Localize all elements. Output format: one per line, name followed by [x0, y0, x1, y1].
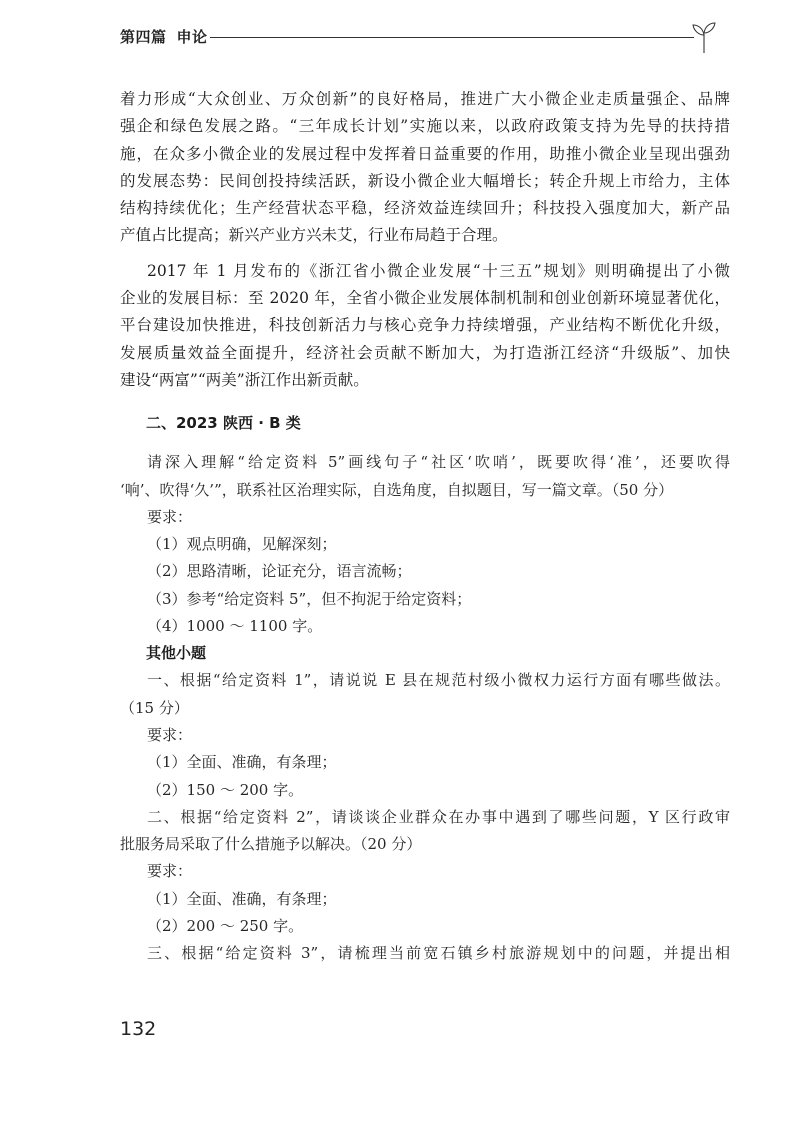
- sprout-icon: [690, 20, 718, 54]
- body-line: 着力形成“大众创业、万众创新”的良好格局，推进广大小微企业走质量强企、品牌: [120, 90, 730, 108]
- body-line: 建设“两富”“两美”浙江作出新贡献。: [120, 370, 369, 389]
- question-3: [120, 940, 730, 967]
- essay-requirement: （1）观点明确，见解深刻；: [147, 535, 337, 554]
- question-requirement: （1）全面、准确，有条理；: [147, 889, 337, 908]
- essay-requirement: （4）1000 ～ 1100 字。: [147, 617, 323, 636]
- body-line: 产值占比提高；新兴产业方兴未艾，行业布局趋于合理。: [120, 226, 508, 245]
- body-line: 施，在众多小微企业的发展过程中发挥着日益重要的作用，助推小微企业呈现出强劲: [120, 144, 730, 163]
- running-header: [120, 22, 720, 58]
- essay-requirement: （2）思路清晰，论证充分，语言流畅；: [147, 562, 412, 581]
- body-line: 发展质量效益全面提升，经济社会贡献不断加大，为打造浙江经济“升级版”、加快: [120, 343, 730, 362]
- body-line: 平台建设加快推进，科技创新活力与核心竞争力持续增强，产业结构不断优化升级，: [120, 316, 730, 335]
- question-2: [120, 804, 730, 940]
- other-questions-heading: 其他小题: [146, 644, 207, 663]
- body-line: 2017 年 1 月发布的《浙江省小微企业发展“十三五”规划》则明确提出了小微: [147, 261, 730, 280]
- question-requirement: （2）200 ～ 250 字。: [147, 917, 304, 936]
- body-paragraph-1: [120, 86, 730, 250]
- section-heading: 二、2023 陕西 · B 类: [146, 414, 301, 433]
- page-number: 132: [120, 1018, 157, 1040]
- body-paragraph-2: [120, 258, 730, 394]
- question-requirements-label: 要求：: [147, 725, 193, 744]
- question-line: （15 分）: [120, 698, 189, 717]
- body-line: 的发展态势：民间创投持续活跃，新设小微企业大幅增长；转企升规上市给力，主体: [120, 171, 730, 190]
- header-title: [120, 26, 208, 47]
- question-requirement: （2）150 ～ 200 字。: [147, 780, 304, 799]
- header-part: 第四篇: [120, 28, 167, 46]
- body-line: 结构持续优化；生产经营状态平稳，经济效益连续回升；科技投入强度加大，新产品: [120, 199, 730, 218]
- question-requirements-label: 要求：: [147, 862, 193, 881]
- page-content: [120, 86, 730, 968]
- essay-line: 请深入理解“给定资料 5”画线句子“社区‘吹哨’，既要吹得‘准’，还要吹得: [147, 453, 730, 472]
- header-subject: 申论: [176, 28, 208, 46]
- body-line: 企业的发展目标：至 2020 年，全省小微企业发展体制机制和创业创新环境显著优化，: [120, 289, 730, 308]
- header-rule: [210, 37, 694, 38]
- question-requirement: （1）全面、准确，有条理；: [147, 753, 337, 772]
- question-line: 三、根据“给定资料 3”，请梳理当前宽石镇乡村旅游规划中的问题，并提出相: [147, 944, 730, 963]
- essay-requirements-label: 要求：: [147, 507, 193, 526]
- essay-line: ‘响’、吹得‘久’”，联系社区治理实际，自选角度，自拟题目，写一篇文章。（50 分）: [120, 480, 674, 499]
- question-line: 二、根据“给定资料 2”，请谈谈企业群众在办事中遇到了哪些问题，Y 区行政审: [147, 807, 730, 826]
- essay-requirement: （3）参考“给定资料 5”，但不拘泥于给定资料；: [147, 589, 472, 608]
- question-line: 一、根据“给定资料 1”，请说说 E 县在规范村级小微权力运行方面有哪些做法。: [147, 671, 730, 690]
- question-1: [120, 667, 730, 803]
- question-line: 批服务局采取了什么措施予以解决。（20 分）: [120, 835, 422, 854]
- body-line: 强企和绿色发展之路。“三年成长计划”实施以来，以政府政策支持为先导的扶持措: [120, 117, 730, 136]
- essay-question: [120, 449, 730, 640]
